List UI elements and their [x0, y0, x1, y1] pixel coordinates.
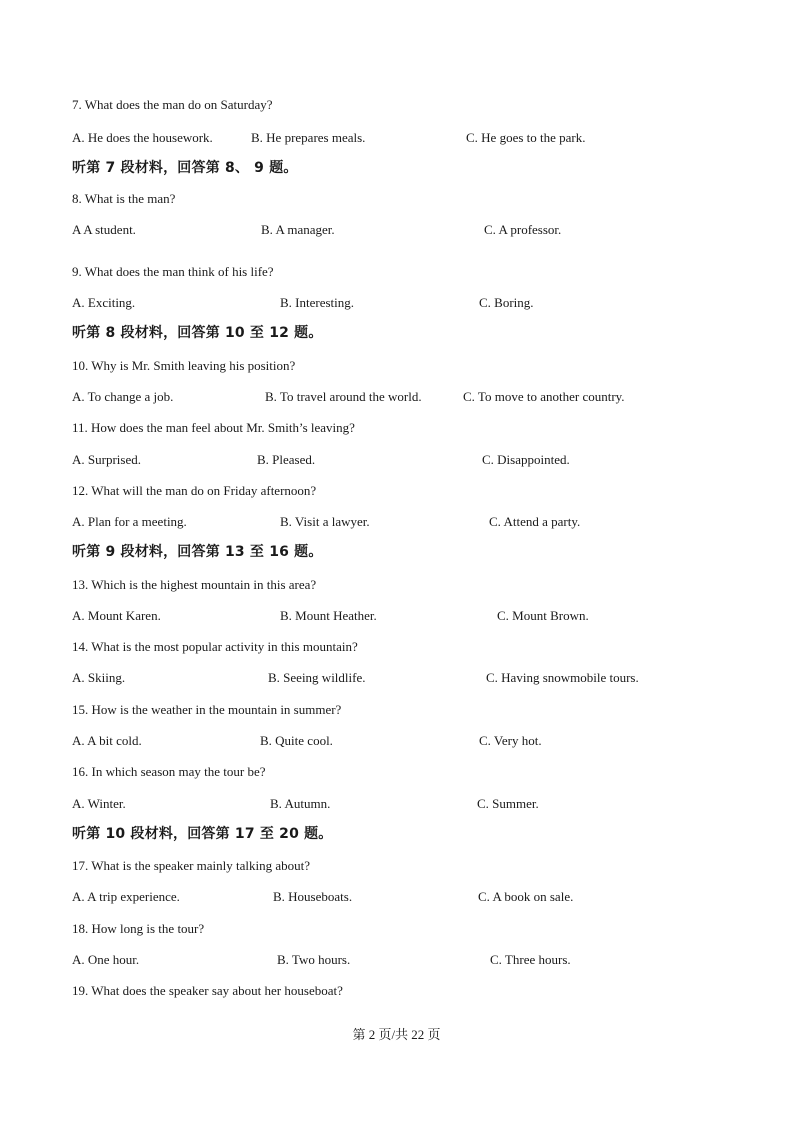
option-12a: A. Plan for a meeting.: [72, 514, 187, 529]
option-13b: B. Mount Heather.: [280, 608, 377, 623]
option-14b: B. Seeing wildlife.: [268, 670, 366, 685]
option-11c: C. Disappointed.: [482, 452, 570, 467]
question-18: 18. How long is the tour?: [72, 921, 205, 936]
section-heading-9: 听第 9 段材料，回答第 13 至 16 题。: [72, 544, 323, 560]
option-13c: C. Mount Brown.: [497, 608, 589, 623]
option-16a: A. Winter.: [72, 796, 126, 811]
option-11b: B. Pleased.: [257, 452, 316, 467]
option-8c: C. A professor.: [484, 222, 562, 237]
option-18b: B. Two hours.: [277, 952, 351, 967]
section-heading-8: 听第 8 段材料，回答第 10 至 12 题。: [72, 325, 323, 341]
option-14c: C. Having snowmobile tours.: [486, 670, 639, 685]
page-number-footer: 第 2 页/共 22 页: [352, 1027, 441, 1042]
option-10c: C. To move to another country.: [463, 389, 625, 404]
question-17: 17. What is the speaker mainly talking about?: [72, 858, 311, 873]
question-13: 13. Which is the highest mountain in this area?: [72, 577, 317, 592]
option-7b: B. He prepares meals.: [251, 130, 366, 145]
question-19: 19. What does the speaker say about her houseboat?: [72, 983, 343, 998]
option-17a: A. A trip experience.: [72, 889, 180, 904]
question-11: 11. How does the man feel about Mr. Smith’s leaving?: [72, 420, 355, 435]
option-10a: A. To change a job.: [72, 389, 174, 404]
option-9a: A. Exciting.: [72, 295, 136, 310]
question-12: 12. What will the man do on Friday afternoon?: [72, 483, 317, 498]
option-15a: A. A bit cold.: [72, 733, 142, 748]
option-13a: A. Mount Karen.: [72, 608, 161, 623]
option-14a: A. Skiing.: [72, 670, 126, 685]
option-9b: B. Interesting.: [280, 295, 355, 310]
option-11a: A. Surprised.: [72, 452, 141, 467]
option-12c: C. Attend a party.: [489, 514, 581, 529]
question-16: 16. In which season may the tour be?: [72, 764, 266, 779]
question-8: 8. What is the man?: [72, 191, 176, 206]
option-18a: A. One hour.: [72, 952, 140, 967]
option-10b: B. To travel around the world.: [265, 389, 422, 404]
option-15c: C. Very hot.: [479, 733, 542, 748]
question-14: 14. What is the most popular activity in this mountain?: [72, 639, 358, 654]
option-16c: C. Summer.: [477, 796, 539, 811]
option-8b: B. A manager.: [261, 222, 335, 237]
option-7c: C. He goes to the park.: [466, 130, 586, 145]
option-15b: B. Quite cool.: [260, 733, 333, 748]
section-heading-7: 听第 7 段材料，回答第 8、 9 题。: [72, 160, 298, 176]
option-9c: C. Boring.: [479, 295, 534, 310]
option-17c: C. A book on sale.: [478, 889, 574, 904]
option-18c: C. Three hours.: [490, 952, 571, 967]
option-12b: B. Visit a lawyer.: [280, 514, 370, 529]
option-8a: A A student.: [72, 222, 136, 237]
question-9: 9. What does the man think of his life?: [72, 264, 274, 279]
option-16b: B. Autumn.: [270, 796, 331, 811]
option-17b: B. Houseboats.: [273, 889, 353, 904]
section-heading-10: 听第 10 段材料，回答第 17 至 20 题。: [72, 826, 333, 842]
option-7a: A. He does the housework.: [72, 130, 213, 145]
question-15: 15. How is the weather in the mountain in summer?: [72, 702, 342, 717]
question-10: 10. Why is Mr. Smith leaving his position?: [72, 358, 296, 373]
question-7: 7. What does the man do on Saturday?: [72, 97, 273, 112]
